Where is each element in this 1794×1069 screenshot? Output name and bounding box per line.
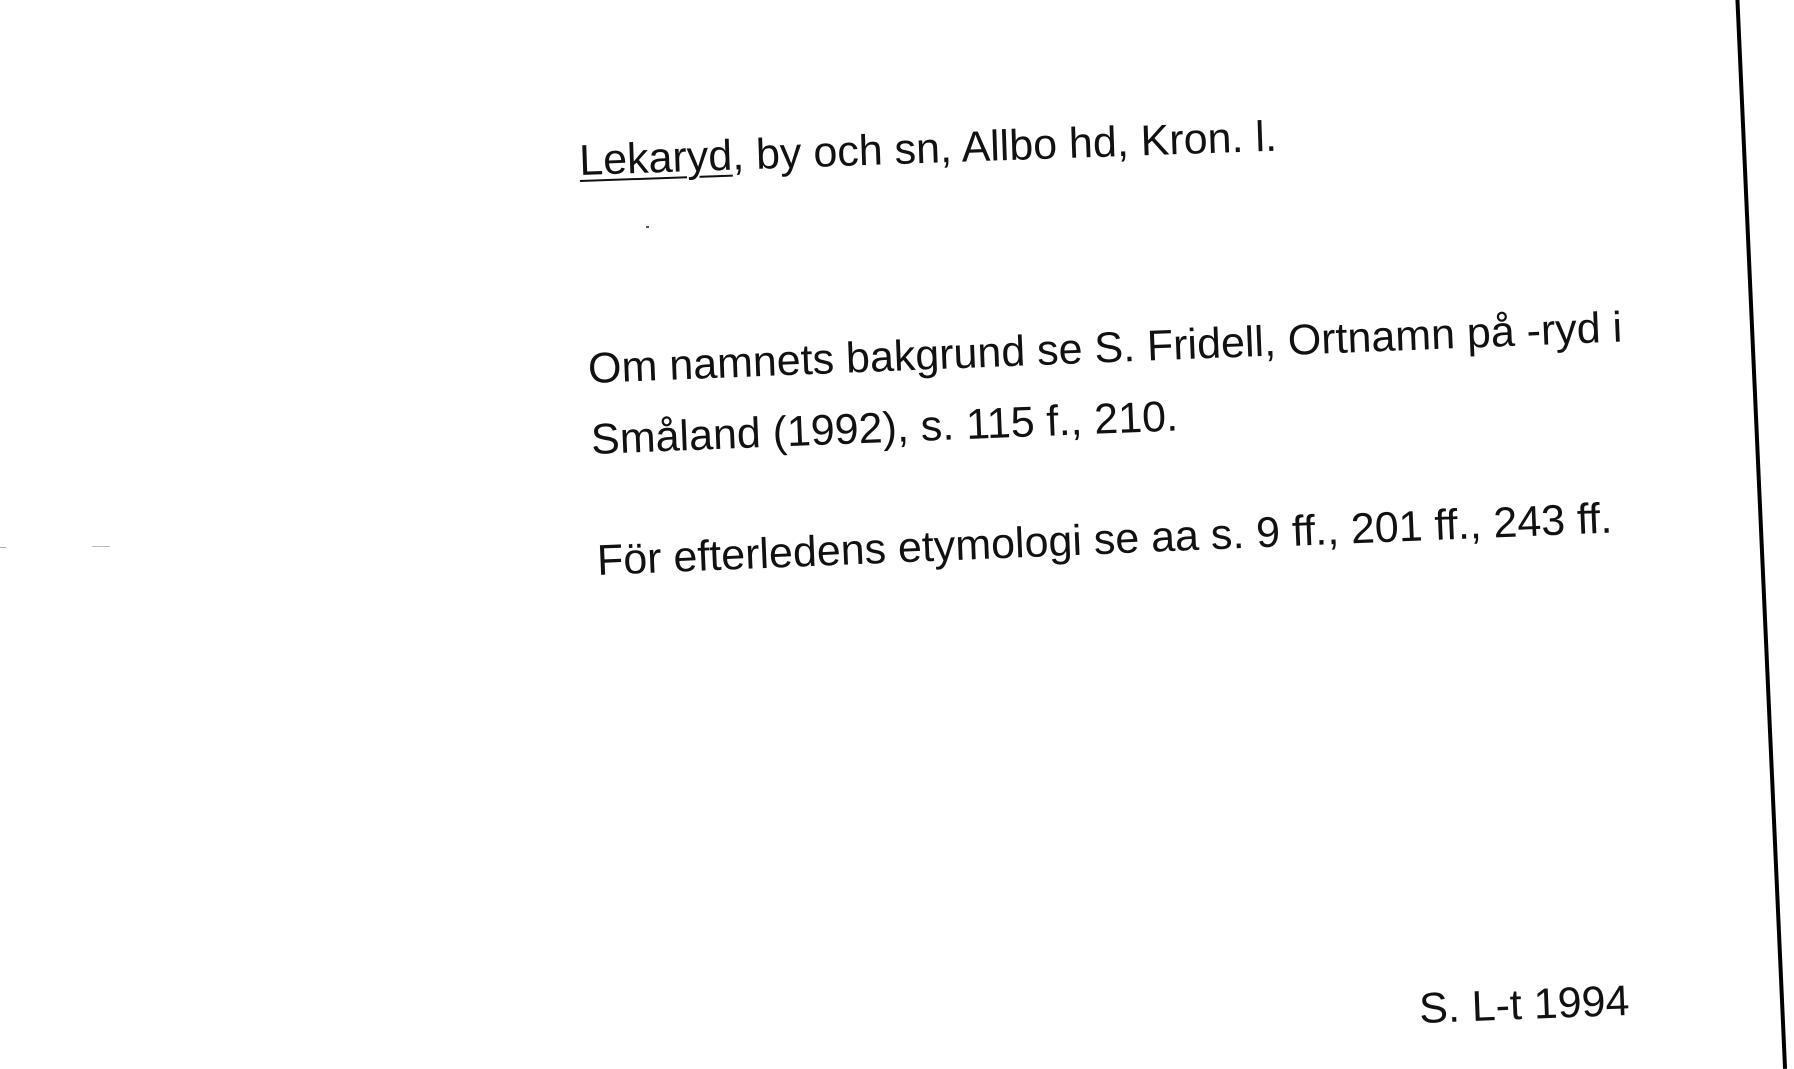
body-line-3: För efterledens etymologi se aa s. 9 ff., 201 ff., 243 ff. xyxy=(596,494,1614,585)
headword: Lekaryd xyxy=(578,131,733,185)
signature: S. L-t 1994 xyxy=(1418,976,1631,1033)
scan-speck xyxy=(646,226,649,228)
headword-description: , by och sn, Allbo hd, Kron. l. xyxy=(731,112,1278,180)
body-line-1: Om namnets bakgrund se S. Fridell, Ortnamn på -ryd i xyxy=(587,303,1624,393)
scan-speck xyxy=(0,547,6,548)
card-heading xyxy=(578,112,1278,185)
body-line-2: Småland (1992), s. 115 f., 210. xyxy=(590,392,1179,464)
scan-speck xyxy=(92,546,110,547)
card-edge-line xyxy=(1735,0,1787,1069)
